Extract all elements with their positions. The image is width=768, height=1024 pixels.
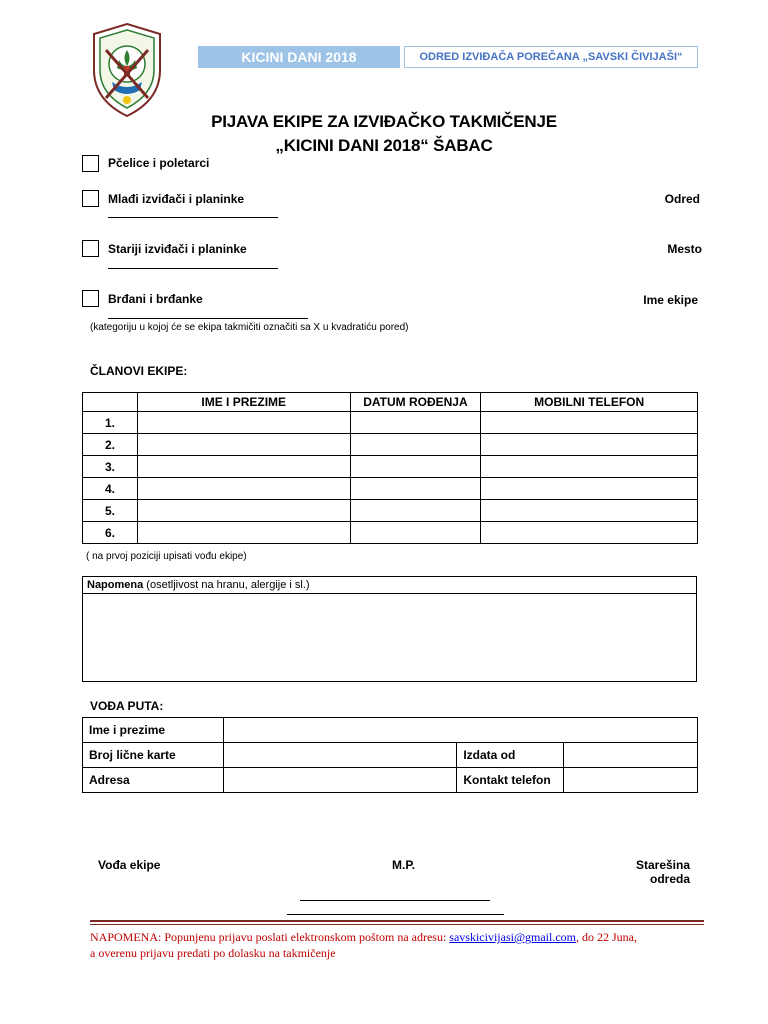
ime-ekipe-label: Ime ekipe — [643, 293, 698, 307]
table-row — [83, 434, 698, 456]
phone-cell[interactable] — [481, 522, 698, 544]
category-checkbox-pcelice[interactable] — [82, 155, 99, 172]
members-heading: ČLANOVI EKIPE: — [90, 364, 188, 378]
table-row — [83, 456, 698, 478]
scout-emblem-icon — [86, 20, 168, 120]
members-table — [82, 392, 698, 544]
footer-divider — [90, 924, 704, 925]
footer-suffix: , do 22 Juna, — [576, 930, 637, 944]
footer-email-link[interactable]: savskicivijasi@gmail.com — [449, 930, 576, 944]
odred-label: Odred — [664, 192, 700, 206]
name-cell[interactable] — [137, 412, 350, 434]
leader-name-row — [83, 718, 698, 743]
signature-line[interactable] — [300, 900, 490, 901]
category-checkbox-brdjani[interactable] — [82, 290, 99, 307]
footer-prefix: NAPOMENA: Popunjenu prijavu poslati elektronskom poštom na adresu: — [90, 930, 450, 944]
footer-divider — [90, 920, 704, 922]
birthdate-cell[interactable] — [350, 412, 481, 434]
mesto-label: Mesto — [667, 242, 702, 256]
row-number: 6. — [83, 522, 138, 544]
leader-address-label: Adresa — [83, 768, 224, 793]
table-row — [83, 412, 698, 434]
leader-address-row — [83, 768, 698, 793]
phone-cell[interactable] — [481, 478, 698, 500]
stamp-label: M.P. — [392, 858, 416, 872]
mesto-field-line[interactable] — [108, 268, 278, 269]
row-number: 2. — [83, 434, 138, 456]
leader-issued-cell[interactable] — [564, 743, 698, 768]
odred-field-line[interactable] — [108, 217, 278, 218]
signature-line[interactable] — [287, 914, 504, 915]
ime-ekipe-field-line[interactable] — [108, 318, 308, 319]
leader-name-label: Ime i prezime — [83, 718, 224, 743]
leader-heading: VOĐA PUTA: — [90, 699, 164, 713]
table-row — [83, 478, 698, 500]
phone-cell[interactable] — [481, 500, 698, 522]
leader-phone-label: Kontakt telefon — [457, 768, 564, 793]
signature-chief-label: Starešina odreda — [635, 858, 690, 886]
napomena-label: Napomena — [87, 579, 144, 591]
leader-id-label: Broj lične karte — [83, 743, 224, 768]
birthdate-cell[interactable] — [350, 456, 481, 478]
phone-cell[interactable] — [481, 456, 698, 478]
category-checkbox-stariji[interactable] — [82, 240, 99, 257]
birthdate-cell[interactable] — [350, 478, 481, 500]
name-cell[interactable] — [137, 456, 350, 478]
napomena-hint: (osetljivost na hranu, alergije i sl.) — [143, 579, 310, 591]
name-cell[interactable] — [137, 522, 350, 544]
category-label-stariji: Stariji izviđači i planinke — [108, 242, 247, 256]
column-header-name: IME I PREZIME — [137, 393, 350, 412]
leader-phone-cell[interactable] — [564, 768, 698, 793]
signature-leader-label: Vođa ekipe — [98, 858, 161, 872]
category-label-mladi: Mlađi izviđači i planinke — [108, 192, 245, 206]
organizer-banner: ODRED IZVIĐAČA POREČANA „SAVSKI ČIVIJAŠI“ — [404, 46, 698, 68]
napomena-box[interactable] — [82, 576, 697, 682]
table-row — [83, 522, 698, 544]
leader-id-row — [83, 743, 698, 768]
footer-note — [90, 930, 637, 945]
napomena-header — [83, 577, 696, 594]
event-banner: KICINI DANI 2018 — [198, 46, 400, 68]
form-title: PIJAVA EKIPE ZA IZVIĐAČKO TAKMIČENJE — [211, 112, 557, 131]
category-label-brdjani: Brđani i brđanke — [108, 292, 203, 306]
column-header-phone: MOBILNI TELEFON — [481, 393, 698, 412]
members-note: ( na prvoj poziciji upisati vođu ekipe) — [86, 551, 247, 562]
birthdate-cell[interactable] — [350, 500, 481, 522]
footer-note-line2: a overenu prijavu predati po dolasku na takmičenje — [90, 946, 336, 960]
name-cell[interactable] — [137, 434, 350, 456]
row-number: 5. — [83, 500, 138, 522]
leader-address-cell[interactable] — [223, 768, 457, 793]
name-cell[interactable] — [137, 500, 350, 522]
row-number: 1. — [83, 412, 138, 434]
form-subtitle: „KICINI DANI 2018“ ŠABAC — [275, 136, 493, 155]
column-header-birthdate: DATUM ROĐENJA — [350, 393, 481, 412]
phone-cell[interactable] — [481, 434, 698, 456]
birthdate-cell[interactable] — [350, 434, 481, 456]
leader-table — [82, 717, 698, 793]
name-cell[interactable] — [137, 478, 350, 500]
birthdate-cell[interactable] — [350, 522, 481, 544]
table-row — [83, 500, 698, 522]
leader-id-cell[interactable] — [223, 743, 457, 768]
phone-cell[interactable] — [481, 412, 698, 434]
row-number: 3. — [83, 456, 138, 478]
category-label-pcelice: Pčelice i poletarci — [108, 156, 210, 170]
row-number: 4. — [83, 478, 138, 500]
leader-name-cell[interactable] — [223, 718, 697, 743]
members-header-row — [83, 393, 698, 412]
leader-issued-label: Izdata od — [457, 743, 564, 768]
column-header-number — [83, 393, 138, 412]
category-checkbox-mladi[interactable] — [82, 190, 99, 207]
category-note: (kategoriju u kojoj će se ekipa takmičiti označiti sa X u kvadratiću pored) — [90, 322, 409, 333]
